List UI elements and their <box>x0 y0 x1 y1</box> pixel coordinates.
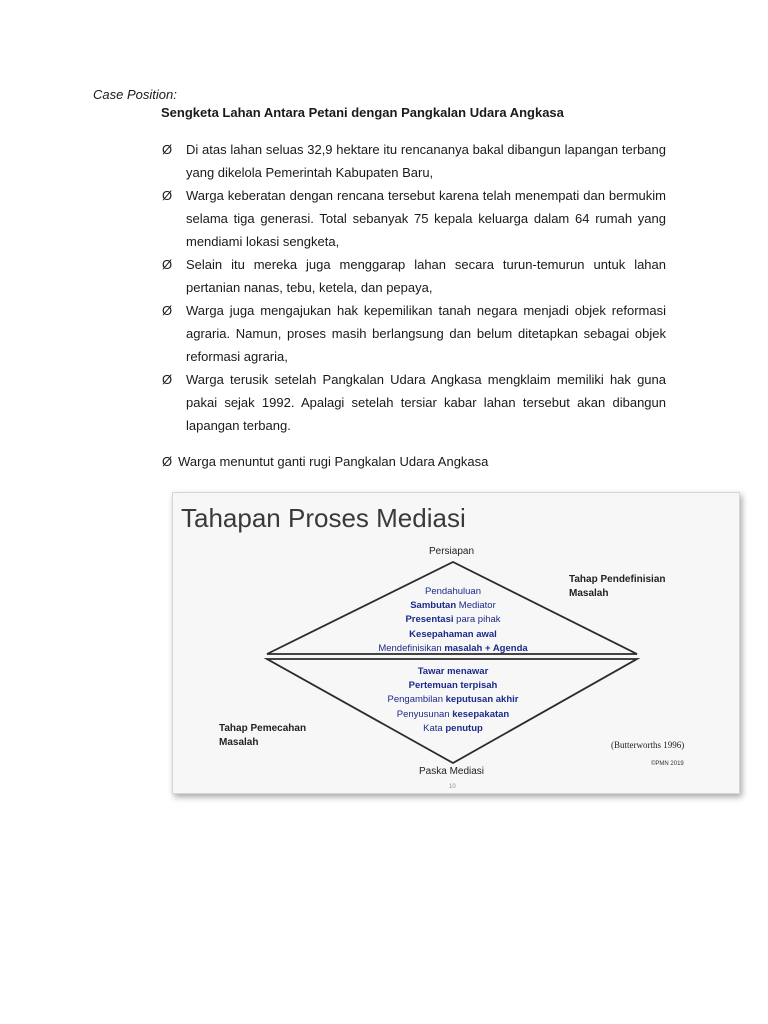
step-item: Sambutan Mediator <box>410 600 496 612</box>
bullet-symbol-icon: Ø <box>162 454 173 469</box>
bullet-symbol-icon: Ø <box>162 372 173 387</box>
citation: (Butterworths 1996) <box>611 740 685 750</box>
list-item: Ø Selain itu mereka juga menggarap lahan secara turun-temurun untuk lahan pertanian nanas, tebu, ketela, dan pepaya, <box>160 253 666 299</box>
step-item: Kesepahaman awal <box>409 628 497 640</box>
bullet-symbol-icon: Ø <box>162 142 173 157</box>
mediation-slide-image <box>172 492 740 794</box>
bottom-label: Paska Mediasi <box>419 766 485 777</box>
step-item: Pertemuan terpisah <box>408 680 498 692</box>
list-item: Ø Di atas lahan seluas 32,9 hektare itu rencananya bakal dibangun lapangan terbang yang dikelola Pemerintah Kabupaten Baru, <box>160 138 666 184</box>
slide-page-number: 10 <box>449 784 456 790</box>
lower-steps-list <box>323 665 583 736</box>
top-label: Persiapan <box>429 546 475 557</box>
demand-bullet: Ø Warga menuntut ganti rugi Pangkalan Udara Angkasa <box>162 454 489 469</box>
bullet-symbol-icon: Ø <box>162 257 173 272</box>
stage-define-label: Tahap Pendefinisian Masalah <box>569 574 666 599</box>
copyright-note: ©PMN 2019 <box>651 761 684 767</box>
step-item: Mendefinisikan masalah + Agenda <box>378 642 528 654</box>
case-position-label: Case Position: <box>93 87 177 102</box>
list-item: Ø Warga terusik setelah Pangkalan Udara Angkasa mengklaim memiliki hak guna pakai sejak 1992. Apalagi setelah tersiar kabar lahan tersebut akan dibangun lapangan terbang. <box>160 368 666 437</box>
bullet-symbol-icon: Ø <box>162 188 173 203</box>
step-item: Pendahuluan <box>425 586 481 597</box>
step-item: Presentasi para pihak <box>405 614 501 626</box>
list-item: Ø Warga juga mengajukan hak kepemilikan tanah negara menjadi objek reformasi agraria. Namun, proses masih berlangsung dan belum ditetapkan sebagai objek reformasi agraria, <box>160 299 666 368</box>
step-item: Kata penutup <box>423 722 483 734</box>
slide-title: Tahapan Proses Mediasi <box>181 503 466 533</box>
list-item: Ø Warga keberatan dengan rencana tersebut karena telah menempati dan bermukim selama tiga generasi. Total sebanyak 75 kepala keluarga dalam 64 rumah yang mendiami lokasi sengketa, <box>160 184 666 253</box>
bullet-symbol-icon: Ø <box>162 303 173 318</box>
step-item: Pengambilan keputusan akhir <box>387 694 519 706</box>
step-item: Tawar menawar <box>417 666 489 677</box>
case-title: Sengketa Lahan Antara Petani dengan Pangkalan Udara Angkasa <box>161 105 564 120</box>
step-item: Penyusunan kesepakatan <box>396 708 510 720</box>
case-bullet-list <box>160 138 666 437</box>
upper-steps-list <box>323 585 583 656</box>
stage-solve-label: Tahap Pemecahan Masalah <box>219 723 307 748</box>
